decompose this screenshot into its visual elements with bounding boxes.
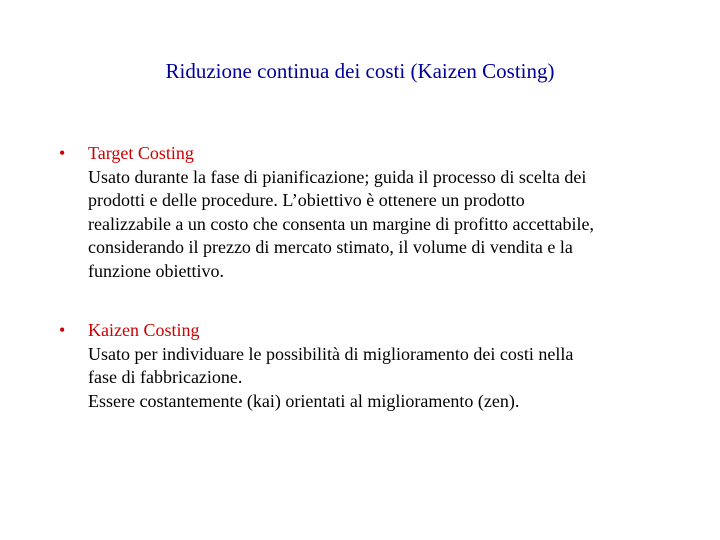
- bullet-body-line: Essere costantemente (kai) orientati al miglioramento (zen).: [88, 390, 520, 411]
- bullet-body-line: prodotti e delle procedure. L’obiettivo è ottenere un prodotto: [88, 190, 525, 210]
- slide-title: Riduzione continua dei costi (Kaizen Costing): [165, 59, 555, 83]
- bullet-text: [88, 142, 678, 283]
- bullet-body-line: considerando il prezzo di mercato stimato, il volume di vendita e la: [88, 237, 573, 257]
- bullet-body-line: funzione obiettivo.: [88, 260, 224, 281]
- bullet-body-line: realizzabile a un costo che consenta un margine di profitto accettabile,: [88, 213, 594, 234]
- bullet-body-line: fase di fabbricazione.: [88, 367, 243, 387]
- bullet-heading: Kaizen Costing: [88, 320, 200, 340]
- bullet-body-line: Usato durante la fase di pianificazione; guida il processo di scelta dei: [88, 166, 587, 187]
- bullet-text: [88, 319, 678, 413]
- bullet-dot: •: [59, 143, 66, 163]
- bullet-heading: Target Costing: [88, 143, 194, 163]
- bullet-body-line: Usato per individuare le possibilità di miglioramento dei costi nella: [88, 343, 574, 364]
- bullet-dot: •: [59, 320, 66, 340]
